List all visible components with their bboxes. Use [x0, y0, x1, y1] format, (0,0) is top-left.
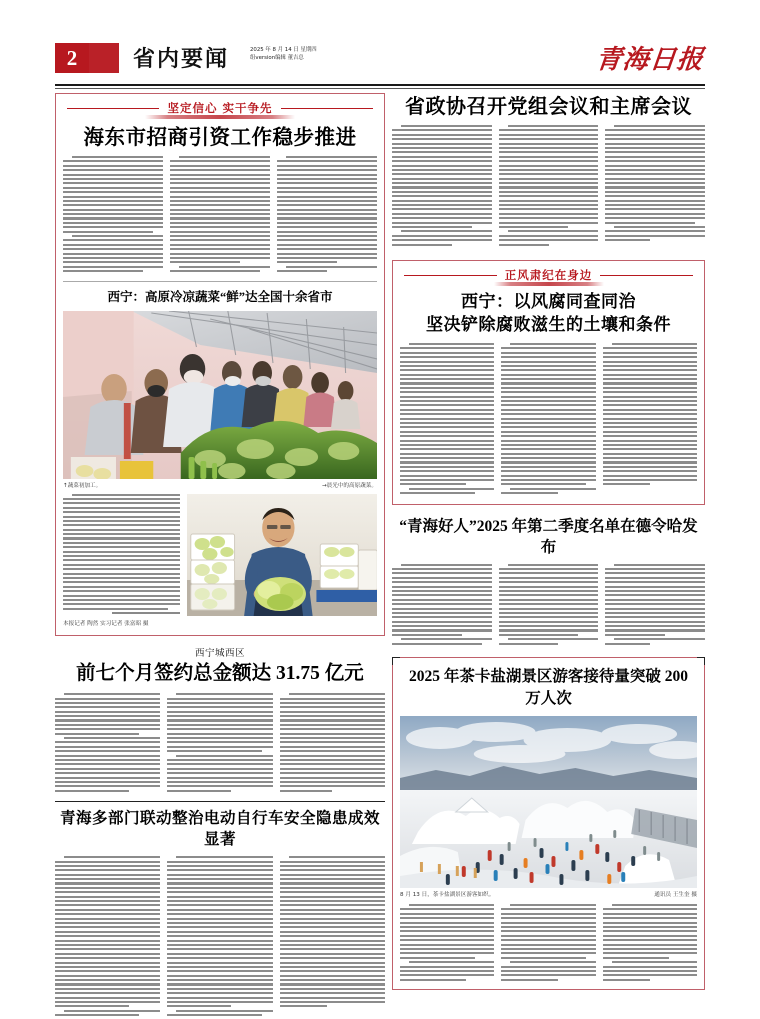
headline-haidong: 海东市招商引资工作稳步推进 — [83, 125, 357, 149]
page-number-badge: 2 — [55, 43, 89, 73]
masthead-rule-thin — [55, 88, 705, 89]
body-col-3 — [603, 343, 697, 497]
body-col-3 — [280, 856, 385, 1018]
body-col-1 — [55, 856, 160, 1018]
body-col-3 — [280, 693, 385, 794]
section-title: 省内要闻 — [133, 47, 230, 72]
body-col-3 — [605, 564, 705, 647]
body-col-1 — [400, 343, 494, 497]
headline-anticorruption-line1: 西宁：以风腐同查同治 — [461, 291, 636, 312]
ribbon-shadow — [145, 115, 295, 119]
body-col-2 — [499, 564, 599, 647]
article-ebike-safety — [55, 808, 385, 1018]
ribbon-shadow-2 — [494, 282, 604, 286]
body-col-2 — [167, 856, 272, 1018]
article-qinghai-goodpeople — [392, 516, 705, 647]
paper-logo: 青海日报 — [594, 44, 706, 74]
photo-credit-line — [112, 612, 180, 614]
body-col-1 — [400, 904, 494, 983]
body-col-1 — [392, 125, 492, 248]
masthead — [55, 40, 705, 88]
headline-goodpeople: “青海好人”2025 年第二季度名单在德令哈发布 — [399, 517, 698, 556]
ribbon-label: 坚定信心 实干争先 — [159, 98, 280, 118]
headline-ebike: 青海多部门联动整治电动自行车安全隐患成效显著 — [59, 809, 380, 849]
ribbon-banner — [63, 98, 377, 118]
headline-cppcc: 省政协召开党组会议和主席会议 — [405, 94, 692, 118]
article-body-chaka — [400, 904, 697, 983]
body-col-1 — [55, 693, 160, 794]
headline-anticorruption-line2: 坚决铲除腐败滋生的土壤和条件 — [426, 314, 671, 335]
right-column — [392, 93, 705, 990]
photo-subcaption-left: ↑蔬菜初加工。 — [63, 482, 102, 489]
photo-credit-text: 通讯员 王生奎 摄 — [654, 892, 697, 899]
article-chaka-saltlake — [392, 657, 705, 990]
body-col-2 — [501, 343, 595, 497]
photo-credit: 本报记者 陶然 实习记者 张富昭 摄 — [63, 621, 149, 628]
photo-subcaption-row — [63, 482, 377, 490]
body-col-1 — [392, 564, 492, 647]
photo-feature-title: 西宁：高原冷凉蔬菜“鲜”达全国十余省市 — [107, 289, 333, 304]
left-column — [55, 93, 385, 1019]
corner-bracket-left — [392, 657, 400, 665]
headline-chengxi: 前七个月签约总金额达 31.75 亿元 — [76, 663, 364, 685]
headline-chaka: 2025 年茶卡盐湖景区游客接待量突破 200 万人次 — [408, 668, 688, 708]
body-col-3 — [605, 125, 705, 248]
masthead-dateblock — [250, 46, 317, 62]
article-body-goodpeople — [392, 564, 705, 647]
article-chengxi-signing — [55, 645, 385, 794]
body-col-2 — [501, 904, 595, 983]
article-cppcc-meeting — [392, 93, 705, 248]
photo-subcaption-right: →晨光中的高原蔬菜。 — [321, 482, 377, 489]
article-body-cppcc — [392, 125, 705, 248]
masthead-rule — [55, 84, 705, 86]
corner-bracket-right — [697, 657, 705, 665]
body-col-1 — [63, 156, 163, 275]
divider-dark — [55, 801, 385, 802]
photo-text-block — [63, 494, 377, 618]
photo-credit-row — [63, 620, 377, 628]
article-xining-anticorruption — [392, 260, 705, 505]
body-col-2 — [499, 125, 599, 248]
body-col-3 — [277, 156, 377, 275]
photo-caption-chaka — [400, 891, 697, 899]
kicker-chengxi: 西宁城西区 — [194, 648, 245, 660]
divider — [63, 281, 377, 282]
masthead-editor: 组version编辑 董吉总 — [250, 55, 304, 61]
photo-caption-text: 8 月 13 日，茶卡盐湖景区游客如织。 — [400, 892, 495, 899]
body-col-photo-side — [63, 494, 180, 618]
photo-lettuce-farmer — [187, 494, 377, 616]
masthead-date: 2025 年 8 月 14 日 星期四 — [250, 47, 317, 53]
article-body-ebike — [55, 856, 385, 1018]
article-body-chengxi — [55, 693, 385, 794]
article-body-anticorruption — [400, 343, 697, 497]
article-haidong-investment — [55, 93, 385, 636]
ribbon-label-2: 正风肃纪在身边 — [497, 265, 601, 285]
body-col-3 — [603, 904, 697, 983]
photo-vegetable-sorting — [63, 311, 377, 479]
ribbon-banner-2 — [400, 265, 697, 285]
photo-lettuce-farmer-wrap — [187, 494, 377, 618]
photo-chaka-saltlake — [400, 716, 697, 888]
body-col-2 — [167, 693, 272, 794]
article-body-haidong — [63, 156, 377, 275]
body-col-2 — [170, 156, 270, 275]
page-number-tail — [89, 43, 119, 73]
